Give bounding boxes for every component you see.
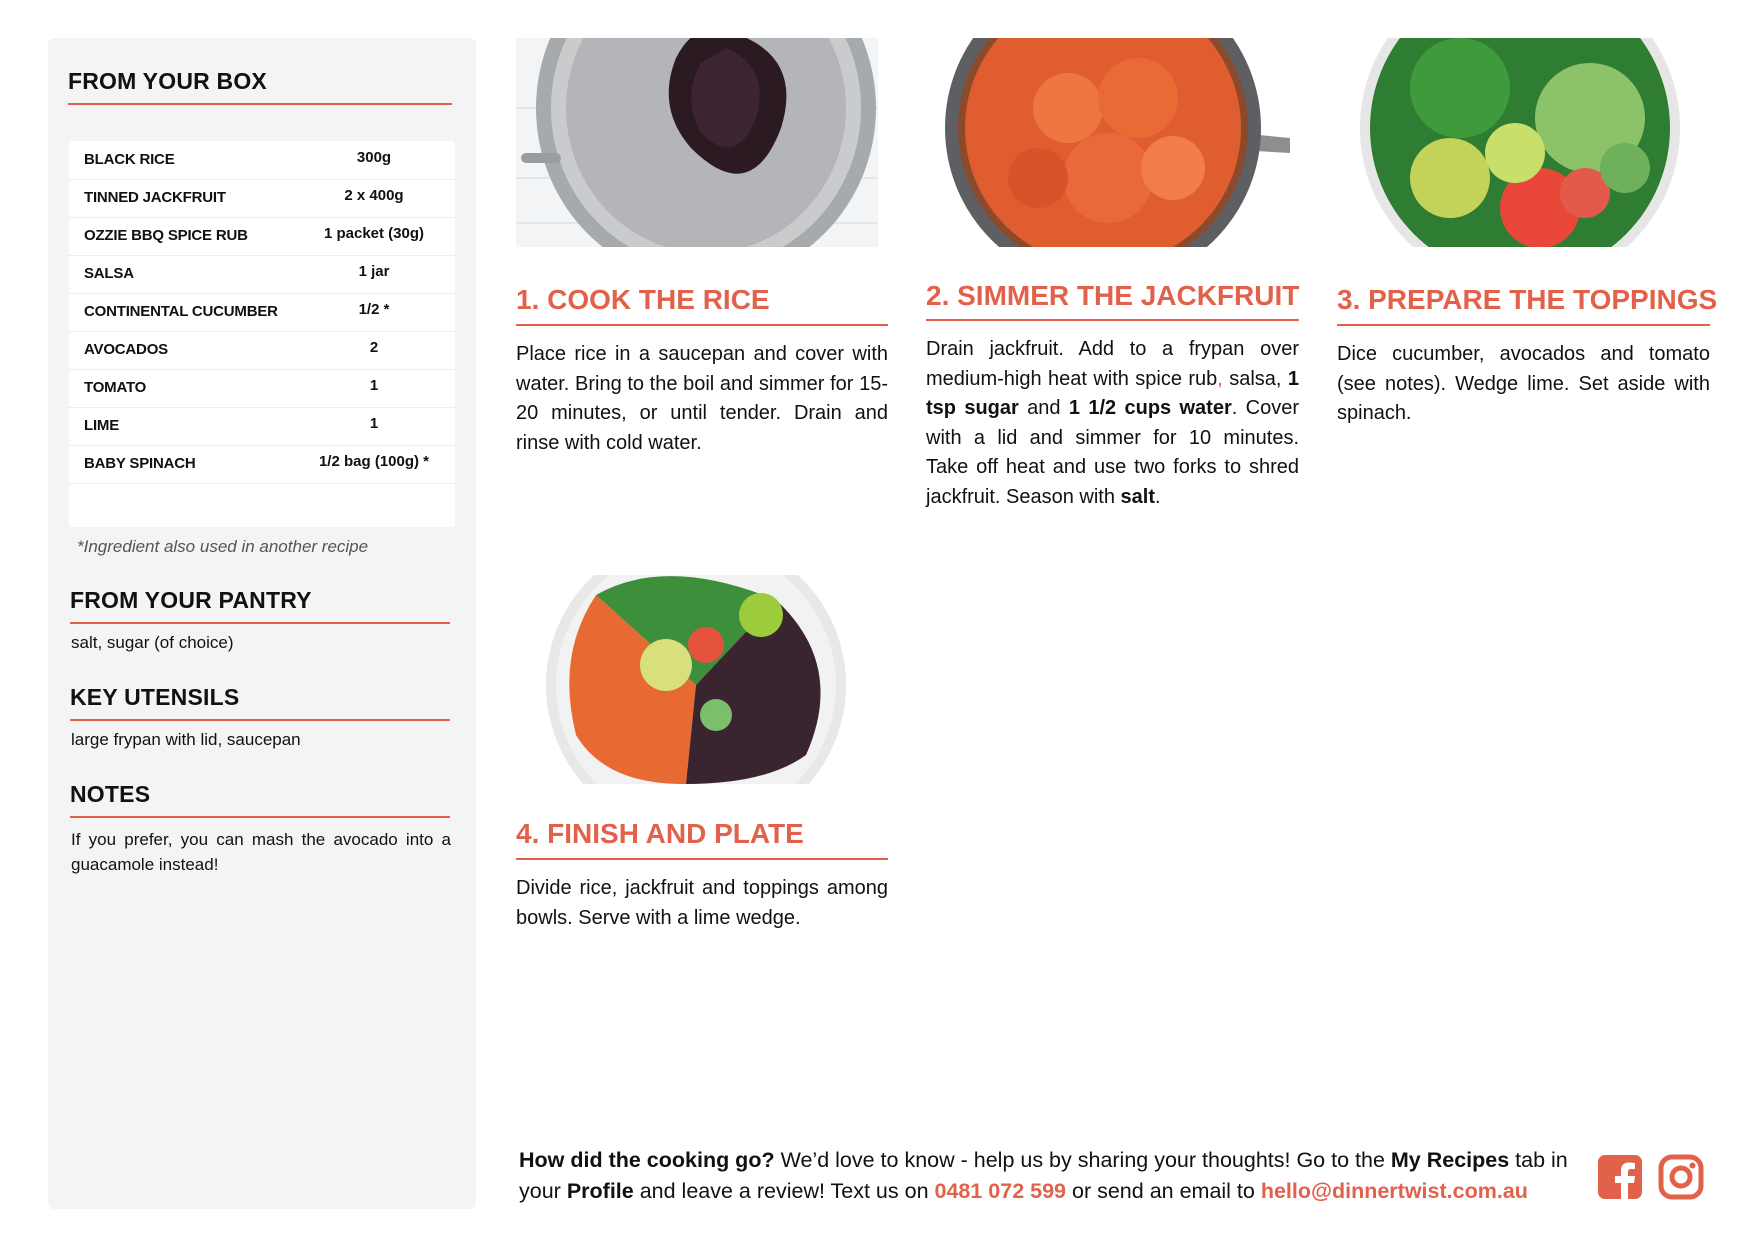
step-3-body — [1337, 340, 1710, 429]
ingredient-qty: 2 — [369, 339, 379, 356]
box-title: FROM YOUR BOX — [68, 68, 267, 94]
pantry-title: FROM YOUR PANTRY — [70, 587, 312, 613]
box-title-rule — [68, 103, 452, 105]
notes-text: If you prefer, you can mash the avocado into a guacamole instead! — [71, 830, 451, 874]
step-1-text: Place rice in a saucepan and cover with water. Bring to the boil and simmer for 15-20 minutes, or until tender. Drain and rinse with cold water. — [516, 343, 888, 454]
step-2-rule — [926, 319, 1299, 321]
facebook-icon[interactable] — [1597, 1154, 1643, 1200]
ingredient-name: OZZIE BBQ SPICE RUB — [84, 227, 248, 244]
step-2-text: salsa, — [1222, 367, 1288, 390]
step-4-rule — [516, 858, 888, 860]
step-2-text: . — [1155, 485, 1161, 508]
step-2-title: 2. SIMMER THE JACKFRUIT — [926, 280, 1300, 311]
step-3-photo — [1340, 38, 1702, 247]
step-2-photo — [928, 38, 1290, 247]
profile-link[interactable]: Profile — [566, 1179, 634, 1203]
step-4-body — [516, 874, 888, 933]
table-row — [69, 407, 455, 446]
step-2-sugar: 1 tsp sugar — [926, 367, 1300, 419]
step-2-text: and — [1018, 397, 1069, 419]
footer-question: How did the cooking go? — [519, 1148, 775, 1172]
ingredient-table — [69, 141, 455, 527]
ingredient-qty: 1 — [369, 415, 379, 432]
ingredient-name: BLACK RICE — [84, 151, 175, 168]
step-3-text: Dice cucumber, avocados and tomato (see notes). Wedge lime. Set aside with spinach. — [1337, 343, 1710, 424]
step-1-title: 1. COOK THE RICE — [516, 284, 770, 315]
ingredient-qty: 1 — [369, 377, 379, 394]
step-1-body — [516, 340, 888, 458]
footer-text: or send an email to — [1066, 1179, 1261, 1203]
step-2-salt: salt — [1120, 485, 1155, 508]
ingredient-name: TINNED JACKFRUIT — [84, 189, 226, 206]
step-1-photo — [516, 38, 878, 247]
utensils-title: KEY UTENSILS — [70, 684, 240, 710]
ingredient-name: BABY SPINACH — [84, 455, 196, 472]
notes-title: NOTES — [70, 781, 151, 807]
footer-text: We’d love to know - help us by sharing your thoughts! Go to the — [774, 1148, 1391, 1172]
table-row — [69, 255, 455, 294]
footer-text: tab in your — [519, 1148, 1568, 1203]
table-row — [69, 179, 455, 218]
step-2-text: Drain jackfruit. Add to a frypan over medium-high heat with spice rub — [926, 338, 1299, 390]
step-1-rule — [516, 324, 888, 326]
utensils-text: large frypan with lid, saucepan — [71, 730, 301, 749]
email-link[interactable]: hello@dinnertwist.com.au — [1260, 1179, 1528, 1203]
table-row — [69, 331, 455, 370]
table-row — [69, 217, 455, 256]
notes-title-rule — [70, 816, 450, 818]
feedback-footer — [519, 1145, 1599, 1207]
step-4-title: 4. FINISH AND PLATE — [516, 818, 804, 849]
ingredient-footnote: *Ingredient also used in another recipe — [77, 537, 369, 556]
table-row — [69, 369, 455, 408]
ingredient-qty: 1 packet (30g) — [323, 225, 425, 242]
my-recipes-link[interactable]: My Recipes — [1390, 1148, 1510, 1172]
ingredient-qty: 2 x 400g — [344, 187, 404, 204]
utensils-title-rule — [70, 719, 450, 721]
ingredient-qty: 1 jar — [358, 263, 390, 280]
step-3-rule — [1337, 324, 1710, 326]
table-row — [69, 445, 455, 484]
table-row — [69, 293, 455, 332]
step-2-body — [926, 335, 1299, 512]
ingredient-name: AVOCADOS — [84, 341, 168, 358]
step-4-text: Divide rice, jackfruit and toppings among bowls. Serve with a lime wedge. — [516, 877, 888, 929]
instagram-icon[interactable] — [1658, 1154, 1704, 1200]
step-4-photo — [516, 575, 878, 784]
ingredient-qty: 300g — [356, 149, 392, 166]
ingredient-name: CONTINENTAL CUCUMBER — [84, 303, 278, 320]
step-2-comma: , — [1217, 367, 1223, 390]
phone-link[interactable]: 0481 072 599 — [934, 1179, 1067, 1203]
step-2-water: 1 1/2 cups water — [1068, 397, 1232, 419]
pantry-text: salt, sugar (of choice) — [71, 633, 234, 652]
ingredient-qty: 1/2 bag (100g) * — [318, 453, 430, 470]
pantry-title-rule — [70, 622, 450, 624]
ingredient-name: LIME — [84, 417, 120, 434]
step-2-text: . Cover with a lid and simmer for 10 minutes. Take off heat and use two forks to shred jackfruit. Season with — [926, 397, 1299, 508]
ingredient-qty: 1/2 * — [358, 301, 390, 318]
ingredient-name: SALSA — [84, 265, 134, 282]
table-row — [69, 141, 455, 180]
footer-text: and leave a review! Text us on — [633, 1179, 935, 1203]
step-3-title: 3. PREPARE THE TOPPINGS — [1337, 284, 1718, 315]
ingredient-name: TOMATO — [84, 379, 147, 396]
